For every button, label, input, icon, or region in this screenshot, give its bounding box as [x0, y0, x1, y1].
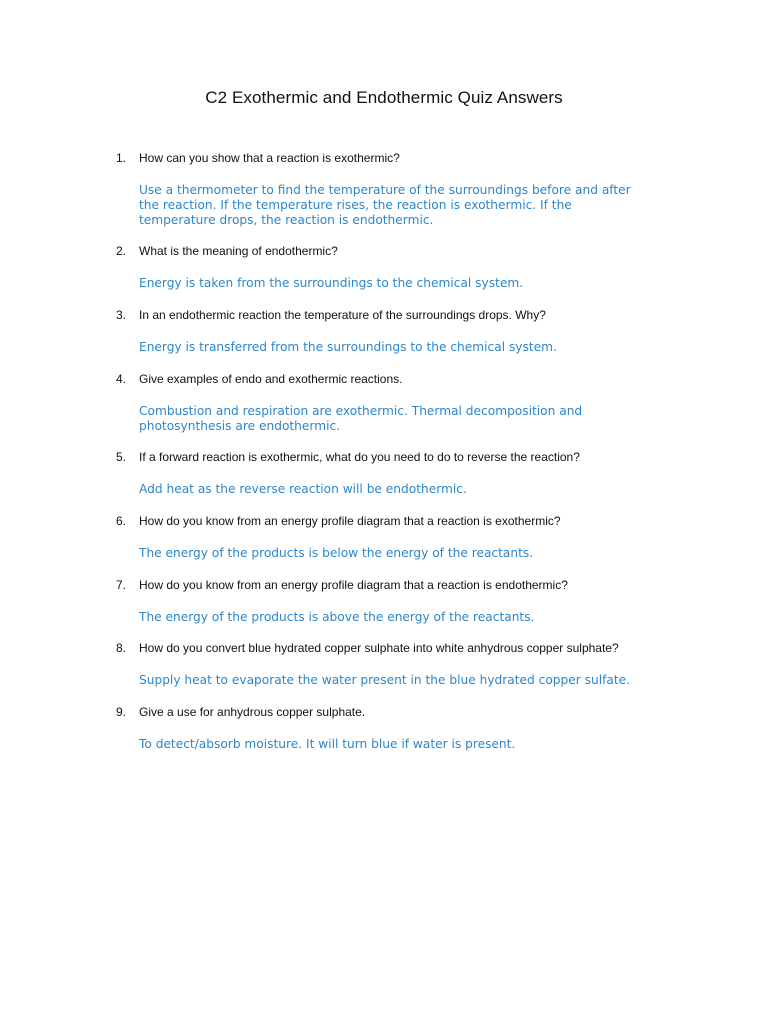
- question-text: How do you know from an energy profile diagram that a reaction is exothermic?: [139, 514, 561, 528]
- answer-line: Use a thermometer to find the temperature of the surroundings before and after: [139, 183, 631, 197]
- question-text: How do you convert blue hydrated copper sulphate into white anhydrous copper sulphate?: [139, 641, 619, 655]
- question-number: 6.: [116, 514, 127, 528]
- answer-line: Add heat as the reverse reaction will be endothermic.: [139, 482, 467, 496]
- answer-5: [139, 482, 679, 497]
- answer-9: [139, 737, 679, 752]
- answer-line: The energy of the products is below the energy of the reactants.: [139, 546, 534, 560]
- question-number: 7.: [116, 578, 127, 592]
- question-text: In an endothermic reaction the temperature of the surroundings drops. Why?: [139, 308, 546, 322]
- answer-line: The energy of the products is above the energy of the reactants.: [139, 610, 535, 624]
- answer-line: Energy is transferred from the surroundings to the chemical system.: [139, 340, 557, 354]
- question-text: If a forward reaction is exothermic, what do you need to do to reverse the reaction?: [139, 450, 580, 464]
- page-title: C2 Exothermic and Endothermic Quiz Answers: [205, 88, 563, 107]
- answer-line: Combustion and respiration are exothermic. Thermal decomposition and: [139, 404, 583, 418]
- answer-8: [139, 673, 679, 688]
- answer-line: Supply heat to evaporate the water present in the blue hydrated copper sulfate.: [139, 673, 631, 687]
- question-number: 9.: [116, 705, 127, 719]
- answer-line: Energy is taken from the surroundings to the chemical system.: [139, 276, 524, 290]
- answer-line: temperature drops, the reaction is endothermic.: [139, 212, 434, 227]
- answer-line: the reaction. If the temperature rises, the reaction is exothermic. If the: [139, 197, 572, 212]
- question-text: What is the meaning of endothermic?: [139, 244, 338, 258]
- answer-line: To detect/absorb moisture. It will turn blue if water is present.: [139, 737, 516, 751]
- question-number: 1.: [116, 151, 127, 165]
- question-number: 5.: [116, 450, 127, 464]
- question-text: Give examples of endo and exothermic reactions.: [139, 372, 403, 386]
- question-number: 8.: [116, 641, 127, 655]
- answer-6: [139, 546, 679, 561]
- question-text: Give a use for anhydrous copper sulphate.: [139, 705, 366, 719]
- answer-7: [139, 610, 679, 625]
- question-number: 2.: [116, 244, 127, 258]
- question-text: How do you know from an energy profile diagram that a reaction is endothermic?: [139, 578, 568, 592]
- answer-line: photosynthesis are endothermic.: [139, 418, 341, 433]
- answer-4: [139, 404, 679, 434]
- question-number: 3.: [116, 308, 127, 322]
- answer-2: [139, 276, 679, 291]
- answer-1: [139, 183, 679, 227]
- answer-3: [139, 340, 679, 355]
- question-number: 4.: [116, 372, 127, 386]
- question-text: How can you show that a reaction is exothermic?: [139, 151, 400, 165]
